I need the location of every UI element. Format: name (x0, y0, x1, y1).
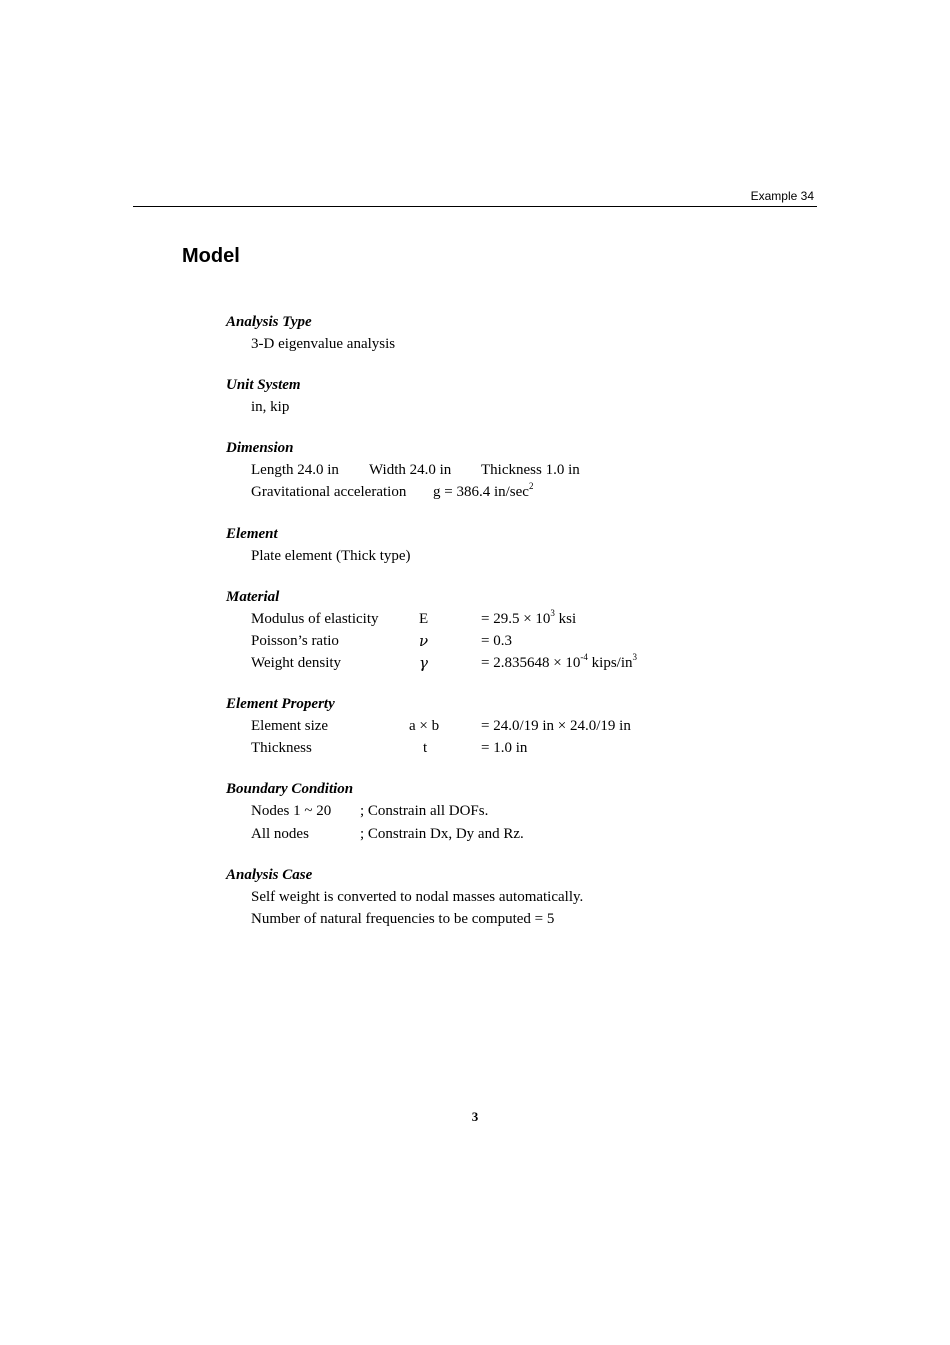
gravity-exponent: 2 (528, 481, 534, 491)
element-property-value: = 24.0/19 in × 24.0/19 in (481, 718, 631, 734)
material-exponent: -4 (580, 652, 588, 662)
element-property-label: Thickness (251, 740, 312, 756)
analysis-type-heading: Analysis Type (226, 314, 312, 330)
element-heading: Element (226, 526, 278, 542)
unit-system-value: in, kip (251, 399, 290, 415)
material-value (481, 608, 577, 628)
material-label: Weight density (251, 655, 342, 671)
material-value: = 0.3 (481, 633, 512, 649)
material-unit: kips/in (587, 655, 633, 671)
unit-system-heading: Unit System (226, 377, 301, 393)
material-label: Poisson’s ratio (251, 633, 339, 649)
material-unit: ksi (554, 611, 577, 627)
dimension-heading: Dimension (226, 440, 294, 456)
gravity-value (433, 481, 534, 501)
running-header: Example 34 (750, 189, 814, 203)
analysis-type-value: 3-D eigenvalue analysis (251, 336, 396, 352)
page-number: 3 (471, 1109, 479, 1124)
material-heading: Material (226, 589, 280, 605)
element-property-symbol: a × b (409, 718, 440, 734)
element-value: Plate element (Thick type) (251, 548, 411, 564)
analysis-case-heading: Analysis Case (226, 867, 313, 883)
gravity-value-text: g = 386.4 in/sec (433, 484, 529, 500)
dimension-thickness: Thickness 1.0 in (481, 462, 580, 478)
material-symbol: γ (419, 654, 428, 672)
boundary-constraint: ; Constrain Dx, Dy and Rz. (360, 826, 524, 842)
gravity-label: Gravitational acceleration (251, 484, 407, 500)
element-property-heading: Element Property (226, 696, 335, 712)
material-symbol: ν (419, 632, 429, 650)
element-property-symbol: t (423, 740, 428, 756)
material-symbol: E (419, 611, 429, 627)
element-property-value: = 1.0 in (481, 740, 528, 756)
dimension-length: Length 24.0 in (251, 462, 339, 478)
material-value (481, 652, 638, 672)
material-unit-exponent: 3 (632, 652, 638, 662)
analysis-case-line: Self weight is converted to nodal masses automatically. (251, 889, 584, 905)
analysis-case-line: Number of natural frequencies to be computed = 5 (251, 911, 555, 927)
material-value-text: = 2.835648 × 10 (481, 655, 581, 671)
boundary-nodes: Nodes 1 ~ 20 (251, 803, 332, 819)
header-rule (133, 206, 817, 207)
boundary-constraint: ; Constrain all DOFs. (360, 803, 489, 819)
boundary-condition-heading: Boundary Condition (226, 781, 354, 797)
page-title: Model (182, 245, 240, 267)
boundary-nodes: All nodes (251, 826, 309, 842)
element-property-label: Element size (251, 718, 329, 734)
material-value-text: = 29.5 × 10 (481, 611, 551, 627)
material-exponent: 3 (550, 608, 555, 618)
dimension-width: Width 24.0 in (369, 462, 452, 478)
material-label: Modulus of elasticity (251, 611, 379, 627)
